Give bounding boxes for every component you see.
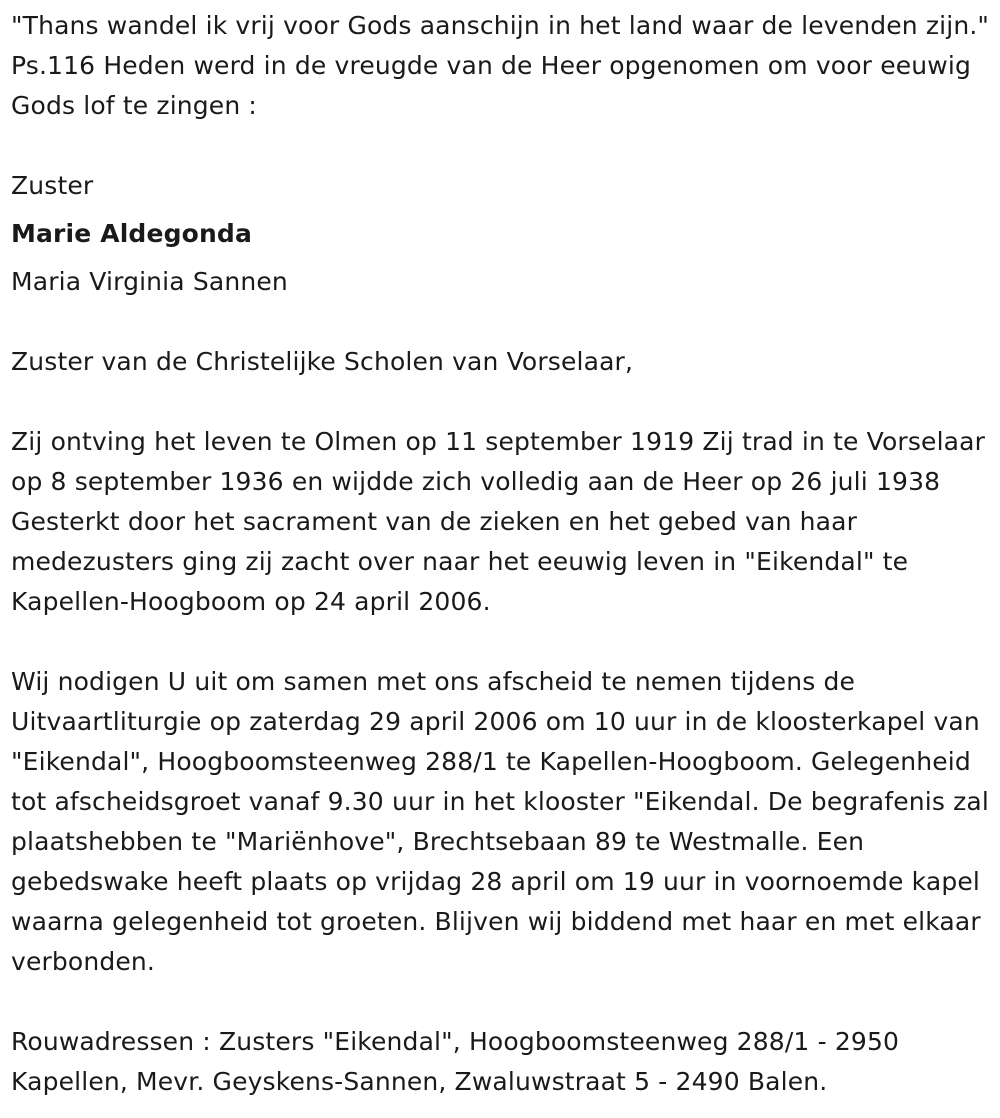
religious-name: Marie Aldegonda — [11, 219, 252, 248]
life-paragraph: Zij ontving het leven te Olmen op 11 september 1919 Zij trad in te Vorselaar op 8 september 1936 en wijdde zich volledig aan de Heer op 26 juli 1938 Gesterkt door het sacrament van de zieken en het gebed van haar medezusters ging zij zacht over naar het eeuwig leven in "Eikendal" te Kapellen-Hoogboom op 24 april 2006. — [11, 427, 986, 616]
addresses-paragraph: Rouwadressen : Zusters "Eikendal", Hoogboomsteenweg 288/1 - 2950 Kapellen, Mevr. Geyskens-Sannen, Zwaluwstraat 5 - 2490 Balen. — [11, 1027, 900, 1096]
civil-name: Maria Virginia Sannen — [11, 267, 288, 296]
opening-quote: "Thans wandel ik vrij voor Gods aanschijn in het land waar de levenden zijn." Ps.116 Heden werd in de vreugde van de Heer opgenomen om voor eeuwig Gods lof te zingen : — [11, 11, 990, 120]
funeral-paragraph: Wij nodigen U uit om samen met ons afscheid te nemen tijdens de Uitvaartliturgie op zaterdag 29 april 2006 om 10 uur in de kloosterkapel van "Eikendal", Hoogboomsteenweg 288/1 te Kapellen-Hoogboom. Gelegenheid tot afscheidsgroet vanaf 9.30 uur in het klooster "Eikendal. De begrafenis zal plaatshebben te "Mariënhove", Brechtsebaan 89 te Westmalle. Een gebedswake heeft plaats op vrijdag 28 april om 19 uur in voornoemde kapel waarna gelegenheid tot groeten. Blijven wij biddend met haar en met elkaar verbonden. — [11, 667, 989, 976]
title-prefix: Zuster — [11, 171, 94, 200]
congregation-line: Zuster van de Christelijke Scholen van Vorselaar, — [11, 347, 634, 376]
obituary-document — [11, 6, 996, 1102]
